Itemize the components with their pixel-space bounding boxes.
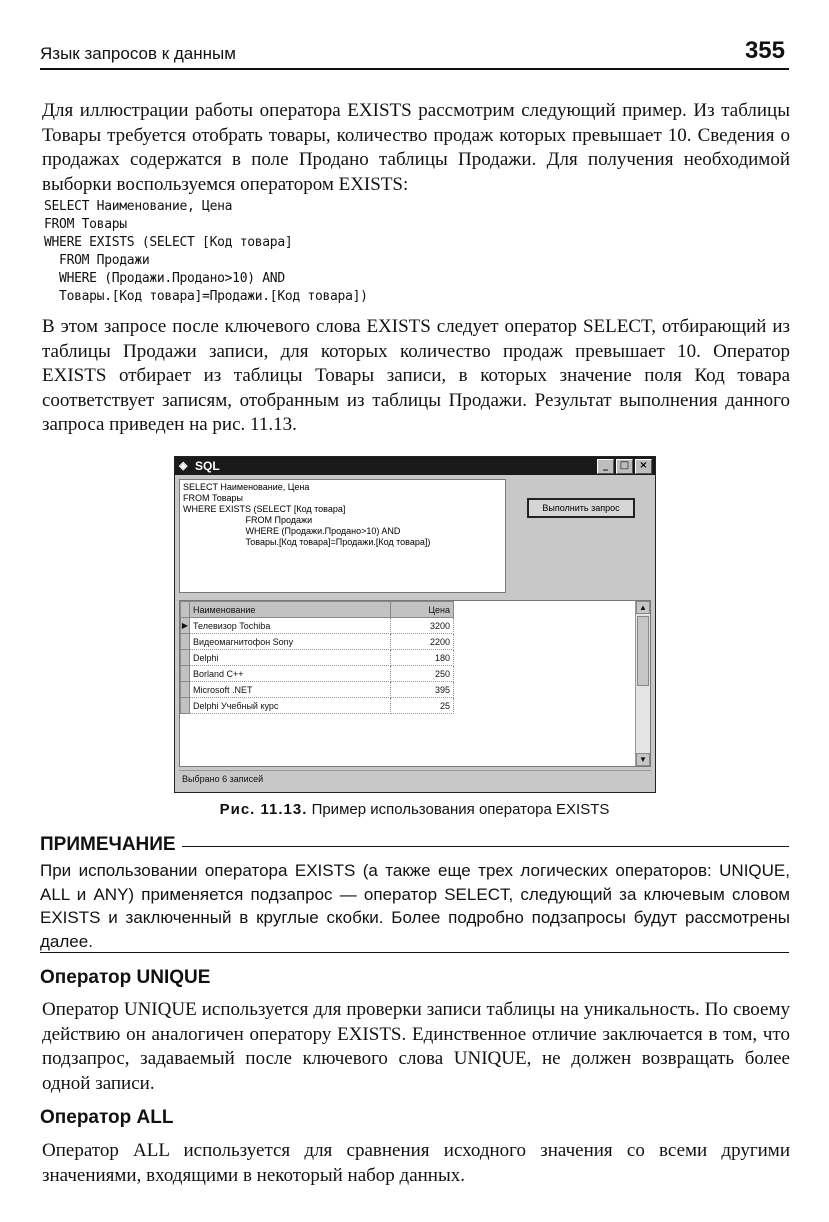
query-textarea[interactable]: SELECT Наименование, Цена FROM Товары WHERE EXISTS (SELECT [Код товара] FROM Продажи WHERE (Продажи.Продано>10) AND Товары.[Код товара]=Продажи.[Код товара]) [179, 479, 506, 593]
figure-caption-text: Пример использования оператора EXISTS [311, 801, 610, 818]
window-title: SQL [195, 459, 220, 473]
cell-name[interactable]: Delphi [190, 650, 391, 666]
scroll-up-arrow-icon[interactable]: ▲ [636, 601, 650, 614]
cell-name[interactable]: Видеомагнитофон Sony [190, 634, 391, 650]
cell-name[interactable]: Delphi Учебный курс [190, 698, 391, 714]
figure-label: Рис. 11.13. [219, 801, 308, 818]
table-row[interactable] [181, 618, 454, 634]
table-header-row [181, 602, 454, 618]
cell-name[interactable]: Borland C++ [190, 666, 391, 682]
window-controls [597, 459, 652, 474]
paragraph-explanation: В этом запросе после ключевого слова EXISTS следует оператор SELECT, отбирающий из таблицы Продажи записи, для которых количество продаж превышает 10. Оператор EXISTS отбирает из таблицы Товары записи, в которых значение поля Код товара соответствует записям, отобранным из таблицы Продажи. Результат выполнения данного запроса приведен на рис. 11.13. [42, 316, 790, 435]
note-title: ПРИМЕЧАНИЕ [40, 834, 182, 856]
paragraph-all: Оператор ALL используется для сравнения исходного значения со всеми другими значениями, входящими в некоторый набор данных. [42, 1140, 790, 1186]
maximize-button[interactable]: □ [616, 459, 633, 474]
status-bar: Выбрано 6 записей [179, 770, 651, 787]
cell-name[interactable]: Телевизор Tochiba [190, 618, 391, 634]
row-indicator [181, 650, 190, 666]
cell-price[interactable]: 180 [391, 650, 454, 666]
scroll-down-arrow-icon[interactable]: ▼ [636, 753, 650, 766]
table-row[interactable] [181, 650, 454, 666]
results-grid[interactable] [179, 600, 651, 767]
row-indicator [181, 698, 190, 714]
cell-price[interactable]: 3200 [391, 618, 454, 634]
vertical-scrollbar[interactable] [635, 601, 650, 766]
cell-price[interactable]: 25 [391, 698, 454, 714]
section-heading-unique: Оператор UNIQUE [40, 967, 211, 988]
figure-caption [0, 801, 829, 818]
cell-name[interactable]: Microsoft .NET [190, 682, 391, 698]
close-button[interactable]: × [635, 459, 652, 474]
cell-price[interactable]: 250 [391, 666, 454, 682]
table-row[interactable] [181, 634, 454, 650]
run-query-button[interactable]: Выполнить запрос [527, 498, 635, 518]
header-rule [40, 68, 789, 70]
table-row[interactable] [181, 682, 454, 698]
window-titlebar [175, 457, 655, 475]
current-row-marker-icon: ▶ [181, 618, 190, 634]
page-number: 355 [744, 37, 785, 64]
running-header: Язык запросов к данным [40, 44, 236, 63]
note-bottom-rule [40, 952, 789, 953]
cell-price[interactable]: 2200 [391, 634, 454, 650]
note-body: При использовании оператора EXISTS (а также еще трех логических операторов: UNIQUE, ALL и ANY) применяется подзапрос — оператор SELECT, следующий за ключевым словом EXISTS и заключенный в круглые скобки. Более подробно подзапросы будут рассмотрены далее. [40, 861, 790, 951]
column-header-name[interactable]: Наименование [190, 602, 391, 618]
row-indicator [181, 682, 190, 698]
cell-price[interactable]: 395 [391, 682, 454, 698]
section-heading-all: Оператор ALL [40, 1107, 174, 1128]
scrollbar-thumb[interactable] [637, 616, 649, 686]
paragraph-unique: Оператор UNIQUE используется для проверки записи таблицы на уникальность. По своему действию он аналогичен оператору EXISTS. Единственное отличие заключается в том, что подзапрос, задаваемый после ключевого слова UNIQUE, не должен возвращать более одной записи. [42, 999, 790, 1094]
paragraph-intro: Для иллюстрации работы оператора EXISTS рассмотрим следующий пример. Из таблицы Товары требуется отобрать товары, количество продаж которых превышает 10. Сведения о продажах содержатся в поле Продано таблицы Продажи. Для получения необходимой выборки воспользуемся оператором EXISTS: [42, 100, 790, 195]
code-listing: SELECT Наименование, Цена FROM Товары WHERE EXISTS (SELECT [Код товара] FROM Продажи WHERE (Продажи.Продано>10) AND Товары.[Код товара]=Продажи.[Код товара]) [44, 199, 368, 304]
app-icon: ◈ [179, 460, 188, 472]
results-table [180, 601, 454, 714]
row-indicator [181, 666, 190, 682]
minimize-button[interactable]: _ [597, 459, 614, 474]
column-header-price[interactable]: Цена [391, 602, 454, 618]
table-row[interactable] [181, 698, 454, 714]
row-indicator-header [181, 602, 190, 618]
row-indicator [181, 634, 190, 650]
sql-window-screenshot [174, 456, 656, 793]
table-row[interactable] [181, 666, 454, 682]
